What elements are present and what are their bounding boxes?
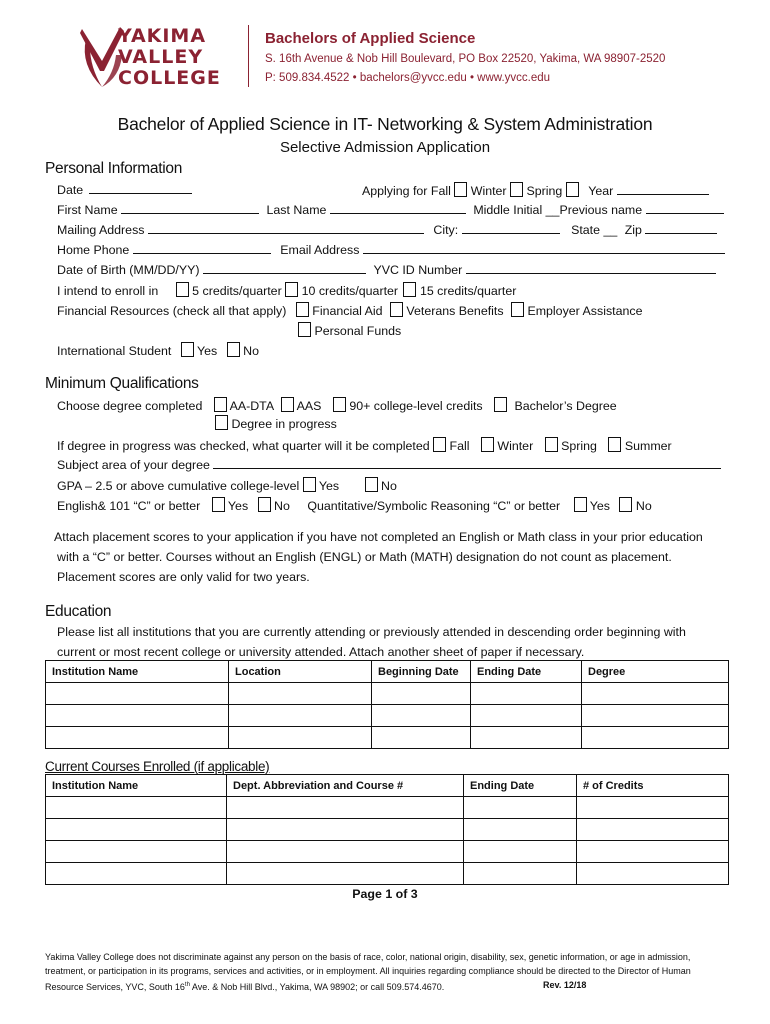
table-cell[interactable] xyxy=(577,819,729,841)
international-no-label: No xyxy=(243,344,259,358)
gpa-no-checkbox[interactable] xyxy=(365,477,378,492)
zip-label: Zip xyxy=(624,223,642,237)
table-cell[interactable] xyxy=(46,797,227,819)
form-subtitle: Selective Admission Application xyxy=(279,139,491,156)
table-cell[interactable] xyxy=(46,863,227,885)
bachelors-checkbox[interactable] xyxy=(494,397,507,412)
international-yes-label: Yes xyxy=(197,344,218,358)
education-table xyxy=(45,660,729,749)
table-cell[interactable] xyxy=(464,863,577,885)
city-label: City: xyxy=(433,223,459,237)
winter-label: Winter xyxy=(470,184,507,198)
table-cell[interactable] xyxy=(227,863,464,885)
aa-dta-label: AA-DTA xyxy=(229,399,274,413)
quarter-spring-checkbox[interactable] xyxy=(545,437,558,452)
col-beginning-date: Beginning Date xyxy=(372,661,471,683)
credits-5-checkbox[interactable] xyxy=(176,282,189,297)
year-label: Year xyxy=(588,184,614,198)
quant-no-checkbox[interactable] xyxy=(619,497,632,512)
date-field[interactable] xyxy=(89,182,192,194)
table-cell[interactable] xyxy=(229,683,372,705)
zip-field[interactable] xyxy=(645,222,717,234)
section-minimum-qualifications: Minimum Qualifications xyxy=(45,375,199,392)
year-field[interactable] xyxy=(617,183,709,195)
table-cell[interactable] xyxy=(582,727,729,749)
quarter-winter-label: Winter xyxy=(497,439,534,453)
spring-checkbox[interactable] xyxy=(566,182,579,197)
section-personal-info: Personal Information xyxy=(45,160,183,177)
table-cell[interactable] xyxy=(46,819,227,841)
yvc-id-label: YVC ID Number xyxy=(373,263,463,277)
col-credits: # of Credits xyxy=(577,775,729,797)
table-cell[interactable] xyxy=(46,683,229,705)
table-cell[interactable] xyxy=(464,819,577,841)
credits-15-label: 15 credits/quarter xyxy=(419,284,517,298)
first-name-field[interactable] xyxy=(121,202,259,214)
quarter-summer-label: Summer xyxy=(624,439,672,453)
gpa-yes-label: Yes xyxy=(318,479,340,493)
english-no-checkbox[interactable] xyxy=(258,497,271,512)
enroll-label: I intend to enroll in xyxy=(57,284,159,298)
email-label: Email Address xyxy=(280,243,360,257)
header-divider xyxy=(248,25,249,87)
education-intro-2: current or most recent college or university attended. Attach another sheet of paper if necessary. xyxy=(57,645,585,659)
col-institution-name: Institution Name xyxy=(46,661,229,683)
quant-yes-label: Yes xyxy=(589,499,610,513)
degree-in-progress-label: Degree in progress xyxy=(231,417,337,431)
veterans-label: Veterans Benefits xyxy=(406,304,504,318)
gpa-yes-checkbox[interactable] xyxy=(303,477,316,492)
table-cell[interactable] xyxy=(471,705,582,727)
credits-90-label: 90+ college-level credits xyxy=(349,399,483,413)
footer-line-1: Yakima Valley College does not discriminate against any person on the basis of race, color, national origin, disability, sex, genetic information, or age in admission, xyxy=(45,952,691,962)
english-no-label: No xyxy=(274,499,290,513)
state-label: State __ xyxy=(571,223,618,237)
program-name: Bachelors of Applied Science xyxy=(265,30,476,47)
table-cell[interactable] xyxy=(46,705,229,727)
credits-10-checkbox[interactable] xyxy=(285,282,298,297)
city-field[interactable] xyxy=(462,222,560,234)
international-label: International Student xyxy=(57,344,172,358)
financial-label: Financial Resources (check all that apply) xyxy=(57,304,287,318)
credits-10-label: 10 credits/quarter xyxy=(301,284,399,298)
col-degree: Degree xyxy=(582,661,729,683)
quant-no-label: No xyxy=(635,499,652,513)
last-name-label: Last Name xyxy=(266,203,327,217)
degree-in-progress-checkbox[interactable] xyxy=(215,415,228,430)
personal-funds-label: Personal Funds xyxy=(314,324,402,338)
quant-label: Quantitative/Symbolic Reasoning “C” or better xyxy=(307,499,561,513)
last-name-field[interactable] xyxy=(330,202,466,214)
table-row xyxy=(46,819,729,841)
table-row xyxy=(46,683,729,705)
previous-name-label: __Previous name xyxy=(545,203,643,217)
aas-checkbox[interactable] xyxy=(281,397,294,412)
credits-5-label: 5 credits/quarter xyxy=(192,284,282,298)
education-intro-1: Please list all institutions that you are currently attending or previously attended in descending order beginning with xyxy=(57,625,686,639)
table-cell[interactable] xyxy=(582,705,729,727)
dob-field[interactable] xyxy=(203,262,366,274)
page-number: Page 1 of 3 xyxy=(352,887,418,901)
table-cell[interactable] xyxy=(227,797,464,819)
college-contact: P: 509.834.4522 • bachelors@yvcc.edu • www.yvcc.edu xyxy=(265,72,551,84)
col-course-ending-date: Ending Date xyxy=(464,775,577,797)
gpa-no-label: No xyxy=(381,479,397,493)
table-cell[interactable] xyxy=(46,841,227,863)
table-cell[interactable] xyxy=(577,841,729,863)
home-phone-field[interactable] xyxy=(133,242,271,254)
placement-note-1: Attach placement scores to your application if you have not completed an English or Math class in your prior education xyxy=(54,530,703,544)
quarter-question: If degree in progress was checked, what quarter will it be completed xyxy=(57,439,430,453)
placement-note-3: Placement scores are only valid for two years. xyxy=(57,570,310,584)
college-address: S. 16th Avenue & Nob Hill Boulevard, PO Box 22520, Yakima, WA 98907-2520 xyxy=(265,53,666,65)
first-name-label: First Name xyxy=(57,203,118,217)
footer-line-2: treatment, or participation in its programs, services and activities, or in employment. All inquiries regarding compliance should be directed to the Director of Human xyxy=(45,966,691,976)
mailing-address-field[interactable] xyxy=(148,222,424,234)
table-cell[interactable] xyxy=(464,797,577,819)
form-title: Bachelor of Applied Science in IT- Networking & System Administration xyxy=(117,114,653,134)
courses-table xyxy=(45,774,729,885)
college-logo xyxy=(80,25,230,95)
aa-dta-checkbox[interactable] xyxy=(214,397,227,412)
subject-area-label: Subject area of your degree xyxy=(57,458,210,472)
quarter-summer-checkbox[interactable] xyxy=(608,437,621,452)
table-row xyxy=(46,841,729,863)
fall-checkbox[interactable] xyxy=(454,182,467,197)
subject-area-field[interactable] xyxy=(213,457,721,469)
logo-line-3: COLLEGE xyxy=(118,67,221,89)
table-cell[interactable] xyxy=(577,863,729,885)
logo-line-1: YAKIMA xyxy=(118,25,207,47)
table-cell[interactable] xyxy=(229,727,372,749)
english-yes-checkbox[interactable] xyxy=(212,497,225,512)
table-cell[interactable] xyxy=(464,841,577,863)
col-location: Location xyxy=(229,661,372,683)
footer-line-3 xyxy=(45,978,444,994)
financial-aid-label: Financial Aid xyxy=(312,304,383,318)
english-yes-label: Yes xyxy=(227,499,249,513)
quarter-fall-checkbox[interactable] xyxy=(433,437,446,452)
revision-label: Rev. 12/18 xyxy=(543,980,587,990)
email-field[interactable] xyxy=(363,242,725,254)
table-cell[interactable] xyxy=(582,683,729,705)
section-current-courses: Current Courses Enrolled (if applicable) xyxy=(45,759,270,774)
quarter-fall-label: Fall xyxy=(449,439,470,453)
previous-name-field[interactable] xyxy=(646,202,724,214)
credits-15-checkbox[interactable] xyxy=(403,282,416,297)
gpa-label: GPA – 2.5 or above cumulative college-level xyxy=(57,479,300,493)
spring-label: Spring xyxy=(526,184,563,198)
table-row xyxy=(46,797,729,819)
personal-funds-checkbox[interactable] xyxy=(298,322,311,337)
winter-checkbox[interactable] xyxy=(510,182,523,197)
footer-line-3-a: Resource Services, YVC, South 16 xyxy=(45,982,185,992)
table-cell[interactable] xyxy=(372,683,471,705)
logo-line-2: VALLEY xyxy=(118,46,204,68)
english-label: English& 101 “C” or better xyxy=(57,499,201,513)
financial-aid-checkbox[interactable] xyxy=(296,302,309,317)
employer-label: Employer Assistance xyxy=(527,304,643,318)
education-table-header xyxy=(46,661,729,683)
table-cell[interactable] xyxy=(227,819,464,841)
table-cell[interactable] xyxy=(577,797,729,819)
footer-line-3-sup: th xyxy=(184,982,190,988)
quarter-winter-checkbox[interactable] xyxy=(481,437,494,452)
table-cell[interactable] xyxy=(471,727,582,749)
col-ending-date: Ending Date xyxy=(471,661,582,683)
table-row xyxy=(46,727,729,749)
employer-checkbox[interactable] xyxy=(511,302,524,317)
choose-degree-label: Choose degree completed xyxy=(57,399,203,413)
credits-90-checkbox[interactable] xyxy=(333,397,346,412)
aas-label: AAS xyxy=(296,399,322,413)
courses-table-header xyxy=(46,775,729,797)
placement-note-2: with a “C” or better. Courses without an English (ENGL) or Math (MATH) designation do not count as placement. xyxy=(57,550,672,564)
mailing-address-label: Mailing Address xyxy=(57,223,145,237)
veterans-checkbox[interactable] xyxy=(390,302,403,317)
table-row xyxy=(46,863,729,885)
middle-initial-label: Middle Initial xyxy=(473,203,543,217)
international-no-checkbox[interactable] xyxy=(227,342,240,357)
table-cell[interactable] xyxy=(372,705,471,727)
col-dept-course: Dept. Abbreviation and Course # xyxy=(227,775,464,797)
table-row xyxy=(46,705,729,727)
section-education: Education xyxy=(45,603,112,620)
table-cell[interactable] xyxy=(471,683,582,705)
home-phone-label: Home Phone xyxy=(57,243,130,257)
applying-for-label: Applying for Fall xyxy=(362,184,451,198)
date-label: Date xyxy=(57,183,84,197)
footer-line-3-b: Ave. & Nob Hill Blvd., Yakima, WA 98902; or call 509.574.4670. xyxy=(189,982,445,992)
table-cell[interactable] xyxy=(229,705,372,727)
col-course-institution: Institution Name xyxy=(46,775,227,797)
table-cell[interactable] xyxy=(227,841,464,863)
bachelors-label: Bachelor’s Degree xyxy=(514,399,617,413)
yvc-id-field[interactable] xyxy=(466,262,716,274)
international-yes-checkbox[interactable] xyxy=(181,342,194,357)
table-cell[interactable] xyxy=(46,727,229,749)
quarter-spring-label: Spring xyxy=(561,439,597,453)
quant-yes-checkbox[interactable] xyxy=(574,497,587,512)
dob-label: Date of Birth (MM/DD/YY) xyxy=(57,263,200,277)
table-cell[interactable] xyxy=(372,727,471,749)
